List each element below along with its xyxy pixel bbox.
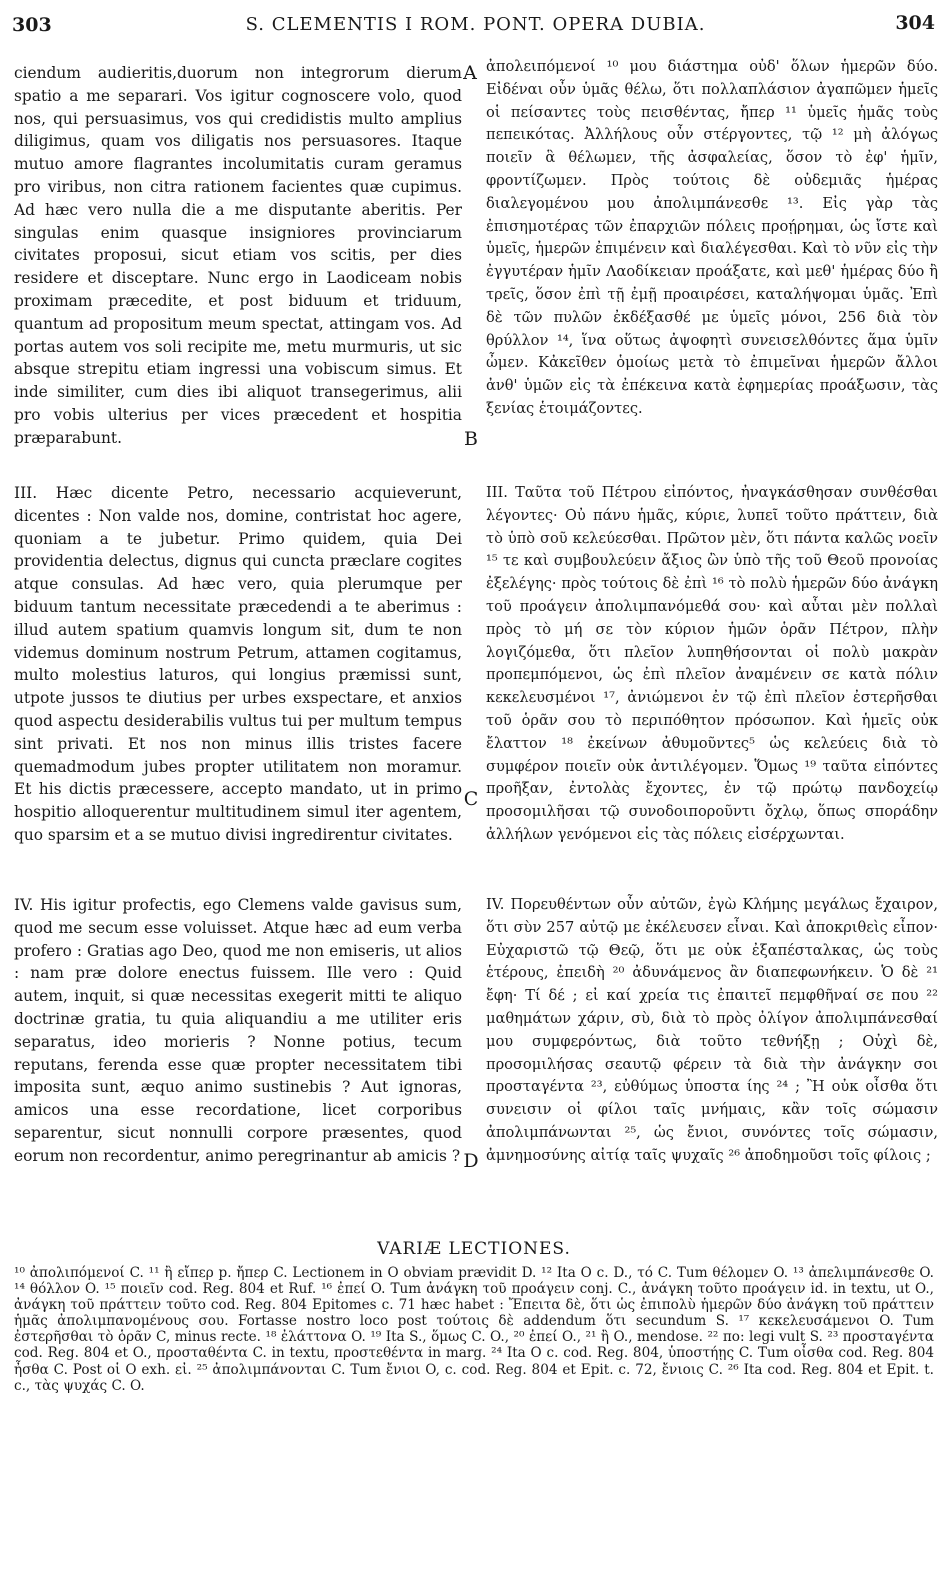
greek-paragraph-1: ἀπολειπόμενοί ¹⁰ μου διάστημα οὐδ' ὅλων ἡμερῶν δύο. Εἰδέναι οὖν ὑμᾶς θέλω, ὅτι πολλαπλάσιον ἀγαπῶμεν ἡμεῖς οἱ πείσαντες τοὺς πεισθέντας, ἤπερ ¹¹ ὑμεῖς ἡμᾶς τοὺς πεπεικότας. Ἀλλήλους οὖν στέργοντες, τῷ ¹² μὴ ἀλόγως ποιεῖν ἃ θέλωμεν, τῆς ἀσφαλείας, ὅσον τὸ ἐφ' ἡμῖν, φροντίζωμεν. Πρὸς τούτοις δὲ οὐδεμιᾶς ἡμέρας διαλεγομένου μου ἀπολιμπάνεσθε ¹³. Εἰς γὰρ τὰς ἐπισημοτέρας τῶν ἐπαρχιῶν πόλεις προῄρημαι, ὡς ἴστε καὶ ὑμεῖς, ἡμερῶν ἐπιμένειν καὶ διαλέγεσθαι. Καὶ τὸ νῦν εἰς τὴν ἐγγυτέραν ἡμῖν Λαοδίκειαν προάξατε, καὶ μεθ' ἡμέρας δύο ἢ τρεῖς, ὅσον ἐπὶ τῇ ἐμῇ προαιρέσει, καταλήψομαι ὑμᾶς. Ἐπὶ δὲ τῶν πυλῶν ἐκδέξασθέ με ὑμεῖς μόνοι, 256 διὰ τὸν θρύλλον ¹⁴, ἵνα οὕτως ἀψοφητὶ συνεισελθόντες ἅμα ὑμῖν ὦμεν. Κἀκεῖθεν ὁμοίως μετὰ τὸ ἐπιμεῖναι ἡμερῶν ἄλλοι ἀνθ' ὑμῶν εἰς τὰ ἐπέκεινα κατὰ ἐφημερίας προάξωσιν, τὰς ξενίας ἑτοιμάζοντες. — [486, 58, 938, 417]
latin-paragraph-1: ciendum audieritis,duorum non integrorum dierum spatio a me separari. Vos igitur cognoscere volo, quod nos, qui persuasimus, vos qui credidistis multo amplius diligimus, quam vos diligatis nos persuasores. Itaque mutuo amore flagrantes incolumitatis curam geramus pro viribus, non citra rationem facientes quæ cupimus. Ad hæc vero nulla die a me disputante aberitis. Per singulas enim quasque insigniores provinciarum civitates proposui, sicut etiam vos scitis, per dies residere et disceptare. Nunc ergo in Laodiceam nobis proximam præcedite, et post biduum et triduum, quantum ad propositum meum spectat, attingam vos. Ad portas autem vos soli recipite me, metu murmuris, ut sic absque strepitu etiam ingressi una vobiscum simus. Et inde similiter, cum dies ibi aliquot transegerimus, alii pro vobis ulterius per vices præcedent et hospitia præparabunt. — [14, 64, 462, 447]
greek-paragraph-2: III. Ταῦτα τοῦ Πέτρου εἰπόντος, ἠναγκάσθησαν συνθέσθαι λέγοντες· Οὐ πάνυ ἡμᾶς, κύριε, λυπεῖ τοῦτο πράττειν, διὰ τὸ ὑπὸ σοῦ κελεύεσθαι. Πρῶτον μὲν, ὅτι πάντα καλῶς νοεῖν ¹⁵ τε καὶ συμβουλεύειν ἄξιος ὢν ὑπὸ τῆς τοῦ Θεοῦ προνοίας ἐξελέγης· πρὸς τούτοις δὲ ἐπὶ ¹⁶ τὸ πολὺ ἡμερῶν δύο ἀνάγκη τοῦ προάγειν ἀπολιμπανόμεθά σου· καὶ αὗται μὲν πολλαὶ πρὸς τὸ μή σε τὸν κύριον ἡμῶν ὁρᾶν Πέτρον, πλὴν λογιζόμεθα, ὅτι πλεῖον λυπηθήσονται οἱ πολὺ μακρὰν προπεμπόμενοι, ὡς ἐπὶ πλεῖον ἀναμένειν σε κατὰ πόλιν κεκελευσμένοι ¹⁷, ἀνιώμενοι ἐν τῷ ἐπὶ πλεῖον ἐστερῆσθαι τοῦ ὁρᾶν σου τὸ περιπόθητον πρόσωπον. Καὶ ἡμεῖς οὐκ ἔλαττον ¹⁸ ἐκείνων ἀθυμοῦντες⁵ ὡς κελεύεις διὰ τὸ συμφέρον ποιεῖν οὐκ ἀντιλέγομεν. Ὅμως ¹⁹ ταῦτα εἰπόντες προῆξαν, ἐντολὰς ἔχοντες, ἐν τῷ πρώτῳ πανδοχείῳ προσομιλῆσαι τῷ συνοδοιποροῦντι ὄχλῳ, ὅπως σποράδην ἀλλήλων γενόμενοι εἰς τὰς πόλεις εἰσέρχωνται. — [486, 484, 938, 843]
section-marker-d: D — [463, 1150, 479, 1172]
page-number-left: 303 — [12, 14, 52, 36]
variae-title: VARIÆ LECTIONES. — [377, 1239, 571, 1259]
latin-paragraph-3: IV. His igitur profectis, ego Clemens valde gavisus sum, quod me secum esse voluisset. Atque hæc ad eum verba profero : Gratias ago Deo, quod me non emiseris, ut alios : nam præ dolore enectus fuissem. Ille vero : Quid autem, inquit, si quæ necessitas exegerit mitti te aliquo doctrinæ gratia, tu quia aliquandiu a me utiliter eris separatus, ideo morieris ? Nonne potius, tecum reputans, ferenda esse quæ propter necessitatem tibi imposita sunt, æquo animo sustinebis ? Aut ignoras, amicos una esse recordatione, licet corporibus separentur, sicut nonnulli corpore præsentes, quod eorum non recordentur, animo peregrinantur ab amicis ? — [14, 896, 462, 1165]
greek-paragraph-3: IV. Πορευθέντων οὖν αὐτῶν, ἐγὼ Κλήμης μεγάλως ἔχαιρον, ὅτι σὺν 257 αὐτῷ με ἐκέλευσεν εἶναι. Καὶ ἀποκριθεὶς εἶπον· Εὐχαριστῶ τῷ Θεῷ, ὅτι με οὐκ ἐξαπέσταλκας, ὡς τοὺς ἑτέρους, ἐπειδὴ ²⁰ ἀδυνάμενος ἂν διαπεφωνήκειν. Ὁ δὲ ²¹ ἔφη· Τί δέ ; εἰ καί χρεία τις ἐπαιτεῖ πεμφθῆναί σε που ²² μαθημάτων χάριν, σὺ, διὰ τὸ πρὸς ὀλίγον ἀπολιμπάνεσθαί μου συμφερόντως, διὰ τοῦτο τεθνήξῃ ; Οὐχὶ δὲ, προσομιλήσας σεαυτῷ φέρειν τὰ διὰ τὴν ἀνάγκην σοι προσταγέντα ²³, εὐθύμως ὑποστα ίης ²⁴ ; Ἢ οὐκ οἶσθα ὅτι συνεισιν οἱ φίλοι ταῖς μνήμαις, κἂν τοῖς σώμασιν ἀπολιμπάνωνται ²⁵, ὡς ἔνιοι, συνόντες τοῖς σώμασιν, ἀμνημοσύνης αἰτίᾳ ταῖς ψυχαῖς ²⁶ ἀποδημοῦσι τοῖς φίλοις ; — [486, 896, 938, 1164]
variae-lectiones — [14, 1239, 934, 1394]
section-marker-c: C — [463, 788, 479, 810]
section-marker-b: B — [464, 428, 478, 450]
page-number-right: 304 — [895, 12, 935, 34]
variae-text: ¹⁰ ἀπολιπόμενοί C. ¹¹ ἢ εἴπερ p. ἤπερ C. Lectionem in O obviam prævidit D. ¹² Ita O c. D., τό C. Tum θέλομεν O. ¹³ ἀπελιμπάνεσθε O. ¹⁴ θόλλον O. ¹⁵ ποιεῖν cod. Reg. 804 et Ruf. ¹⁶ ἐπεί O. Tum ἀνάγκη τοῦ προάγειν conj. C., ἀνάγκη τοῦτο προάγειν id. in textu, ut O., ἀνάγκη τοῦ πράττειν τοῦτο cod. Reg. 804 Epitomes c. 71 hæc habet : Ἔπειτα δὲ, ὅτι ὡς ἐπιπολὺ ἡμερῶν δύο ἀνάγκη τοῦ πράττειν ἡμᾶς ἀπολιμπανομένους σου. Fortasse nostro loco post τούτοις δὲ addendum ὅτι secundum S. ¹⁷ κεκελευσάμενοι O. Tum ἐστερῆσθαι τὸ ὁρᾶν C, minus recte. ¹⁸ ἐλάττονα O. ¹⁹ Ita S., ὅμως C. O., ²⁰ ἐπεί O., ²¹ ἢ O., mendose. ²² πο: legi vult S. ²³ προσταγέντα cod. Reg. 804 et O., προσταθέντα C. in textu, προστεθέντα in marg. ²⁴ Ita O c. cod. Reg. 804, ὑποστήῃς C. Tum οἶσθα cod. Reg. 804 ἦσθα C. Post οἱ O exh. εἰ. ²⁵ ἀπολιμπάνονται C. Tum ἔνιοι O, c. cod. Reg. 804 et Epit. c. 72, ἔνιοις C. ²⁶ Ita cod. Reg. 804 et Epit. t. c., τὰς ψυχάς C. O. — [14, 1265, 934, 1394]
running-title: S. CLEMENTIS I ROM. PONT. OPERA DUBIA. — [245, 14, 706, 35]
section-marker-a: A — [463, 62, 477, 84]
latin-paragraph-2: III. Hæc dicente Petro, necessario acquieverunt, dicentes : Non valde nos, domine, contristat hoc agere, quoniam a te jubetur. Primo quidem, quia Dei providentia delectus, dignus qui cuncta præclare cogites atque consulas. Ad hæc vero, quia plerumque per biduum tantum necessitate præcedendi a te aberimus : illud autem spatium quamvis longum sit, dum te non videmus dominum nostrum Petrum, attamen cogitamus, multo molestius laturos, qui longius præmissi sunt, utpote jussos te diutius per urbes exspectare, et anxios quod aspectu desiderabilis vultus tui per multum tempus sint privati. Et nos non minus illis tristes facere quemadmodum jubes propter utilitatem non moramur. Et his dictis præcessere, accepto mandato, ut in primo hospitio alloquerentur multitudinem simul iter agentem, quo sparsim et a se mutuo divisi ingredirentur civitates. — [14, 484, 462, 844]
page-header — [0, 8, 951, 42]
